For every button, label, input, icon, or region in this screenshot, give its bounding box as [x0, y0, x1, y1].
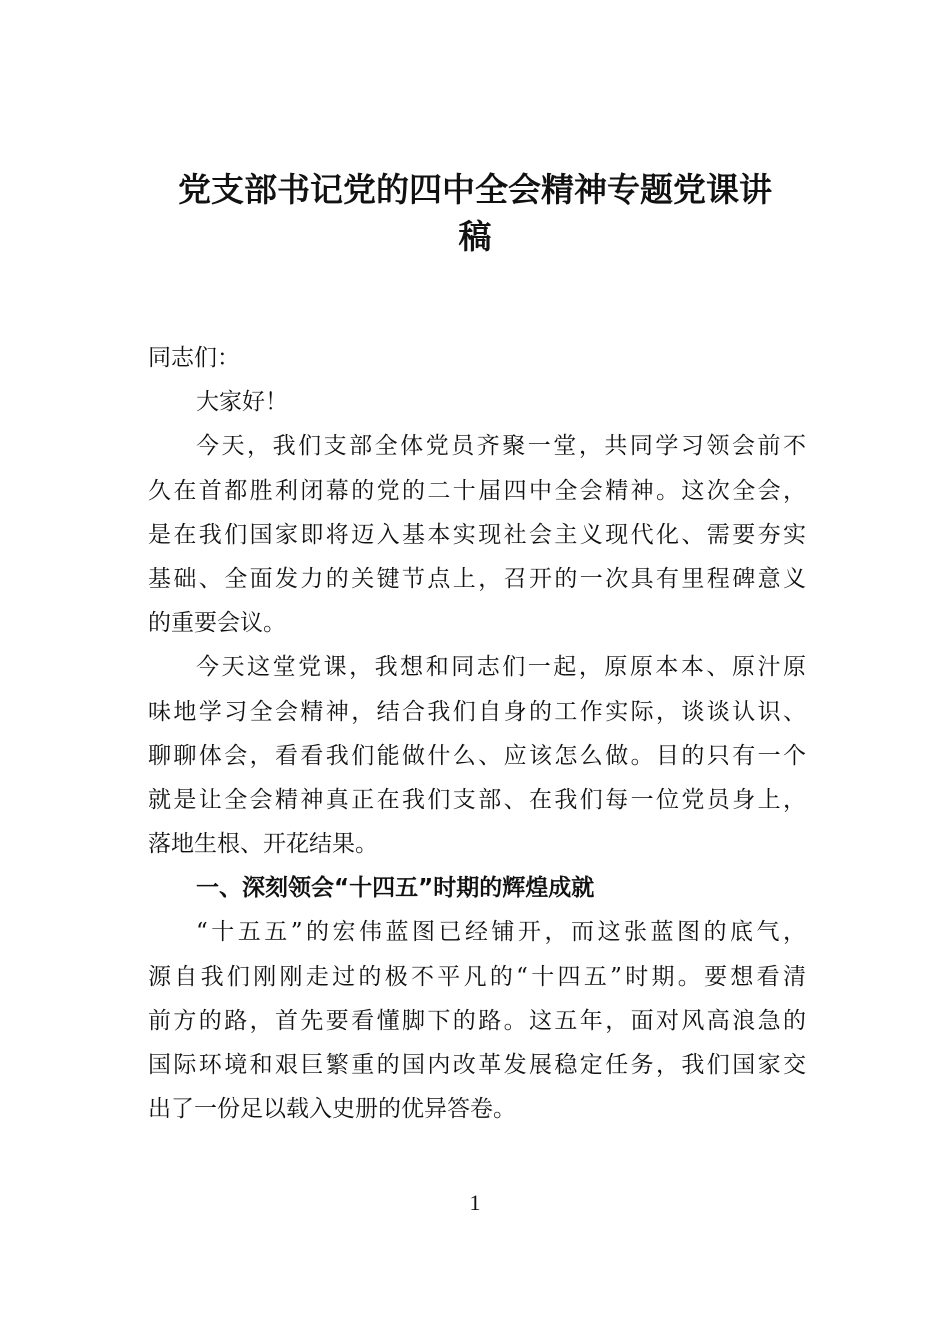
- text-line: 大家好！: [196, 389, 288, 416]
- paragraph: [148, 645, 806, 866]
- title-line: 稿: [458, 217, 492, 256]
- text-line: 久在首都胜利闭幕的党的二十届四中全会精神。这次全会，: [148, 477, 806, 504]
- text-line: 落地生根、开花结果。: [148, 831, 378, 858]
- text-line: 基础、全面发力的关键节点上，召开的一次具有里程碑意义: [148, 565, 806, 592]
- page-number: 1: [469, 1190, 481, 1215]
- salutation: 同志们：: [148, 345, 240, 371]
- text-line: 前方的路，首先要看懂脚下的路。这五年，面对风高浪急的: [148, 1007, 806, 1034]
- paragraph: [148, 910, 806, 1131]
- text-line: “十五五”的宏伟蓝图已经铺开，而这张蓝图的底气，: [196, 919, 806, 946]
- paragraph: [148, 424, 806, 645]
- section-heading: [148, 866, 806, 910]
- text-line: 国际环境和艰巨繁重的国内改革发展稳定任务，我们国家交: [148, 1052, 806, 1078]
- text-line: 味地学习全会精神，结合我们自身的工作实际，谈谈认识、: [148, 698, 806, 725]
- document-title: [140, 166, 810, 260]
- text-line: 源自我们刚刚走过的极不平凡的“十四五”时期。要想看清: [148, 963, 806, 990]
- text-line: 的重要会议。: [148, 610, 286, 637]
- text-line: 聊聊体会，看看我们能做什么、应该怎么做。目的只有一个: [148, 742, 806, 769]
- paragraph: [148, 380, 806, 424]
- document-body: [148, 336, 806, 1131]
- text-line: 一、深刻领会“十四五”时期的辉煌成就: [196, 875, 595, 902]
- title-line: 党支部书记党的四中全会精神专题党课讲: [178, 170, 772, 209]
- text-line: 是在我们国家即将迈入基本实现社会主义现代化、需要夯实: [148, 521, 806, 548]
- text-line: 就是让全会精神真正在我们支部、在我们每一位党员身上，: [148, 786, 806, 813]
- text-line: 出了一份足以载入史册的优异答卷。: [148, 1096, 516, 1123]
- text-line: 今天这堂党课，我想和同志们一起，原原本本、原汁原: [196, 654, 806, 681]
- text-line: 今天，我们支部全体党员齐聚一堂，共同学习领会前不: [196, 433, 806, 460]
